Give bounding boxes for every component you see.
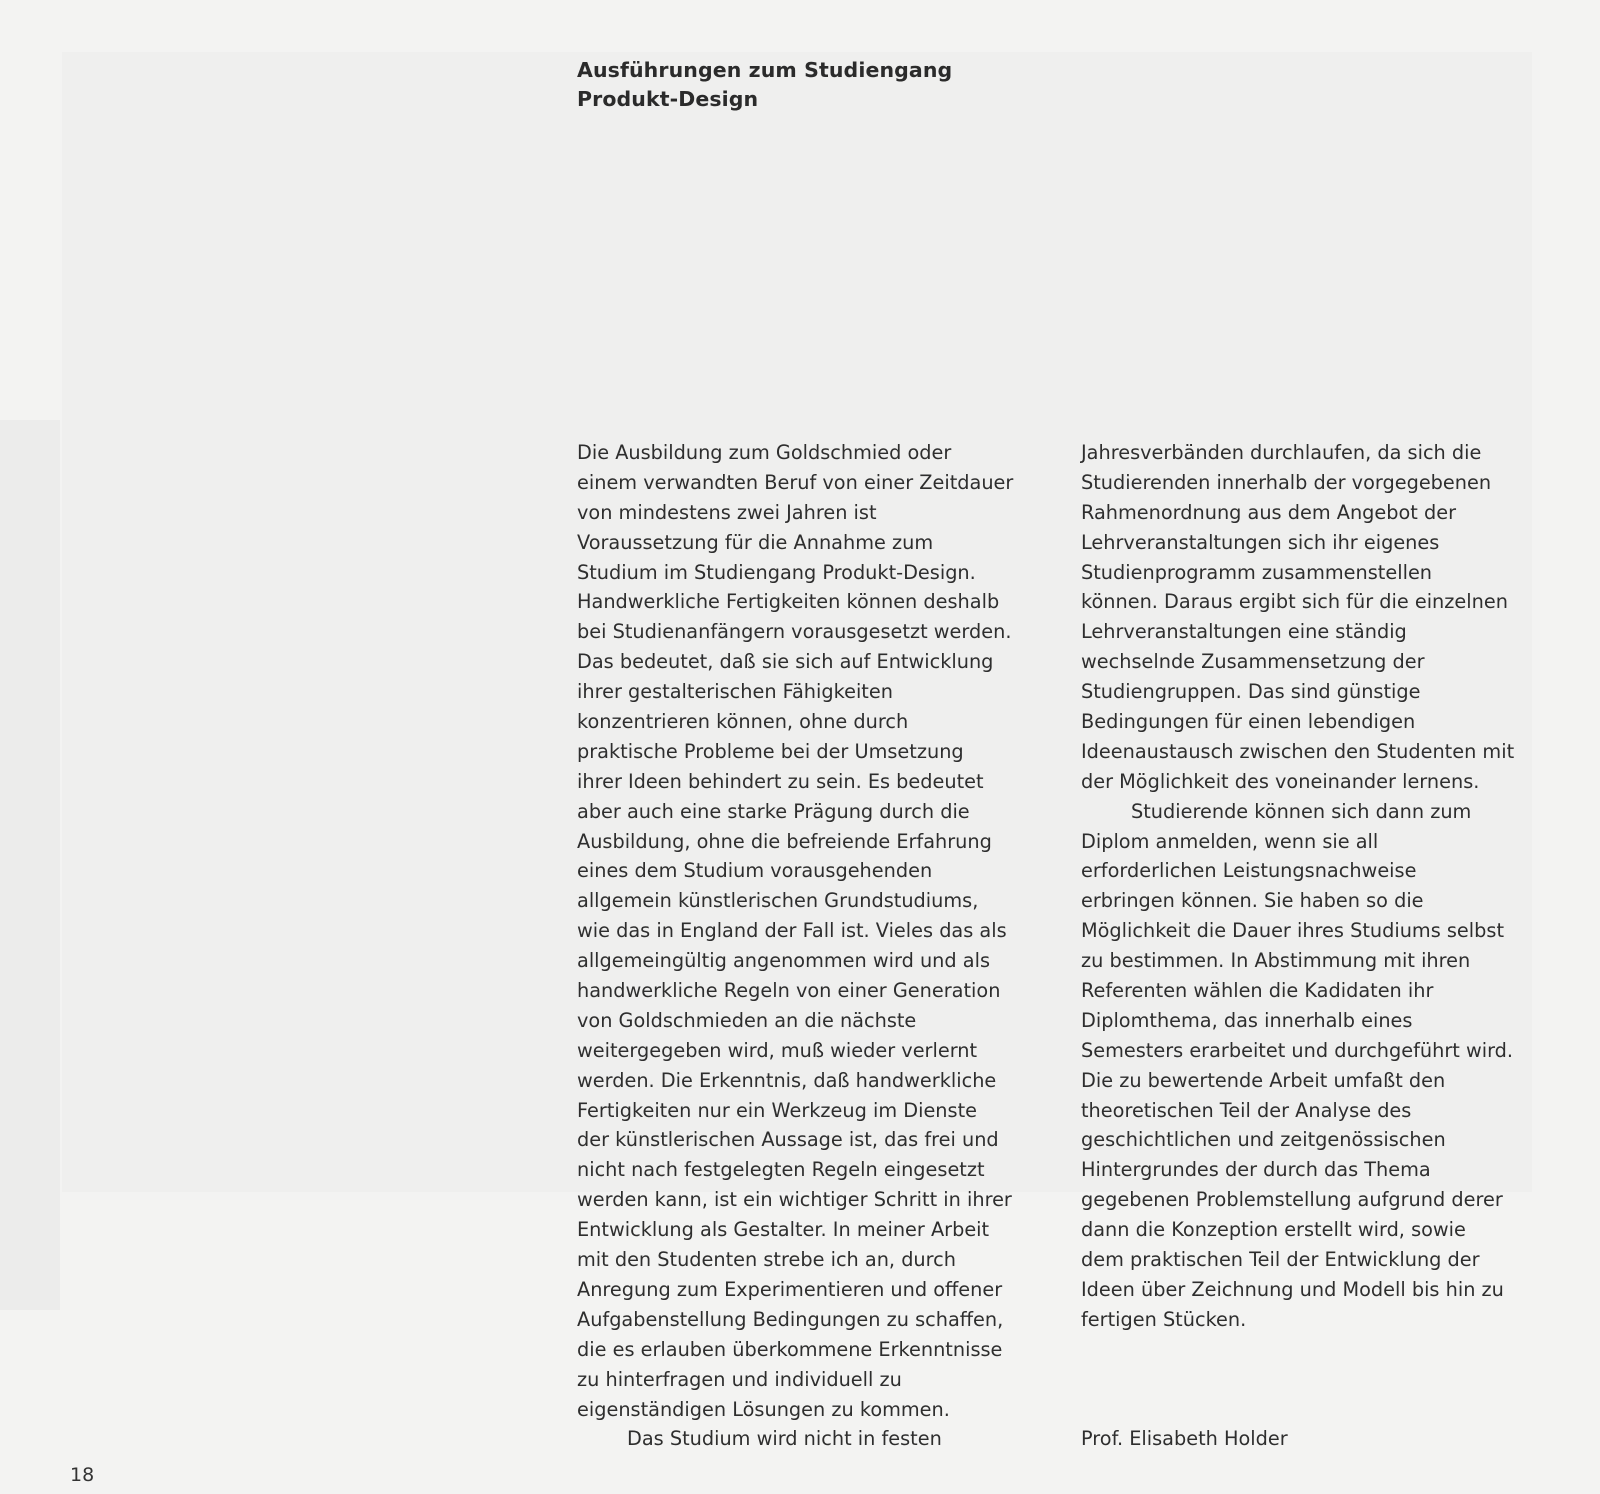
text-line: eines dem Studium vorausgehenden xyxy=(577,859,933,883)
text-line: nicht nach festgelegten Regeln eingesetzt xyxy=(577,1158,985,1182)
text-line: Handwerkliche Fertigkeiten können deshalb xyxy=(577,590,1000,614)
text-line: allgemein künstlerischen Grundstudiums, xyxy=(577,889,979,913)
text-line: handwerkliche Regeln von einer Generation xyxy=(577,979,1001,1003)
text-line: bei Studienanfängern vorausgesetzt werden. xyxy=(577,620,1012,644)
text-line: konzentrieren können, ohne durch xyxy=(577,710,909,734)
text-line: mit den Studenten strebe ich an, durch xyxy=(577,1248,956,1272)
section-heading xyxy=(577,56,952,114)
text-line: wie das in England der Fall ist. Vieles das als xyxy=(577,919,1007,943)
text-line: dann die Konzeption erstellt wird, sowie xyxy=(1081,1218,1466,1242)
text-line: der Möglichkeit des voneinander lernens. xyxy=(1081,769,1480,793)
text-line: Bedingungen für einen lebendigen xyxy=(1081,710,1416,734)
text-line: Studierenden innerhalb der vorgegebenen xyxy=(1081,470,1492,494)
text-line: dem praktischen Teil der Entwicklung der xyxy=(1081,1248,1480,1272)
right-text-column xyxy=(1081,438,1561,1335)
text-line: Studienprogramm zusammenstellen xyxy=(1081,560,1433,584)
text-line: von mindestens zwei Jahren ist xyxy=(577,500,877,524)
text-line: Lehrveranstaltungen sich ihr eigenes xyxy=(1081,530,1440,554)
text-line: aber auch eine starke Prägung durch die xyxy=(577,799,970,823)
text-line: Lehrveranstaltungen eine ständig xyxy=(1081,620,1407,644)
text-line: von Goldschmieden an die nächste xyxy=(577,1008,917,1032)
text-line: Ideenaustausch zwischen den Studenten mit xyxy=(1081,739,1515,763)
text-line: zu hinterfragen und individuell zu xyxy=(577,1367,902,1391)
text-line: eigenständigen Lösungen zu kommen. xyxy=(577,1397,950,1421)
text-line: Die Ausbildung zum Goldschmied oder xyxy=(577,441,952,464)
text-line: Semesters erarbeitet und durchgeführt wird. xyxy=(1081,1038,1514,1062)
text-line: Diplomthema, das innerhalb eines xyxy=(1081,1008,1413,1032)
text-line: Rahmenordnung aus dem Angebot der xyxy=(1081,500,1457,524)
text-line: gegebenen Problemstellung aufgrund derer xyxy=(1081,1188,1503,1212)
text-line: Die zu bewertende Arbeit umfaßt den xyxy=(1081,1068,1446,1092)
text-line: ihrer gestalterischen Fähigkeiten xyxy=(577,680,893,704)
text-line: Voraussetzung für die Annahme zum xyxy=(577,530,934,554)
text-line: werden. Die Erkenntnis, daß handwerkliche xyxy=(577,1068,997,1092)
text-line: Ideen über Zeichnung und Modell bis hin zu xyxy=(1081,1277,1504,1301)
text-line: Referenten wählen die Kadidaten ihr xyxy=(1081,979,1434,1003)
text-line: Das Studium wird nicht in festen xyxy=(627,1427,942,1451)
text-line: Hintergrundes der durch das Thema xyxy=(1081,1158,1431,1182)
show-through-left-strip xyxy=(0,420,60,1310)
text-line: die es erlauben überkommene Erkenntnisse xyxy=(577,1337,1003,1361)
author-signature: Prof. Elisabeth Holder xyxy=(1081,1427,1288,1450)
text-line: wechselnde Zusammensetzung der xyxy=(1081,650,1425,674)
text-line: erbringen können. Sie haben so die xyxy=(1081,889,1424,913)
text-line: Das bedeutet, daß sie sich auf Entwicklung xyxy=(577,650,994,674)
text-line: Diplom anmelden, wenn sie all xyxy=(1081,829,1379,853)
text-line: weitergegeben wird, muß wieder verlernt xyxy=(577,1038,978,1062)
text-line: fertigen Stücken. xyxy=(1081,1307,1247,1331)
text-line: der künstlerischen Aussage ist, das frei und xyxy=(577,1128,999,1152)
text-line: theoretischen Teil der Analyse des xyxy=(1081,1098,1412,1122)
left-text-column xyxy=(577,438,1047,1454)
text-line: werden kann, ist ein wichtiger Schritt in ihrer xyxy=(577,1188,1012,1212)
text-line: Studiengruppen. Das sind günstige xyxy=(1081,680,1421,704)
text-line: Entwicklung als Gestalter. In meiner Arbeit xyxy=(577,1218,990,1242)
text-line: zu bestimmen. In Abstimmung mit ihren xyxy=(1081,949,1471,973)
text-line: Studium im Studiengang Produkt-Design. xyxy=(577,560,976,584)
text-line: Aufgabenstellung Bedingungen zu schaffen, xyxy=(577,1307,1004,1331)
text-line: praktische Probleme bei der Umsetzung xyxy=(577,739,964,763)
text-line: Anregung zum Experimentieren und offener xyxy=(577,1277,1003,1301)
text-line: Fertigkeiten nur ein Werkzeug im Dienste xyxy=(577,1098,977,1122)
text-line: einem verwandten Beruf von einer Zeitdauer xyxy=(577,470,1014,494)
text-line: Jahresverbänden durchlaufen, da sich die xyxy=(1081,441,1482,464)
text-line: Möglichkeit die Dauer ihres Studiums selbst xyxy=(1081,919,1505,943)
text-line: erforderlichen Leistungsnachweise xyxy=(1081,859,1417,883)
text-line: geschichtlichen und zeitgenössischen xyxy=(1081,1128,1446,1152)
heading-line-2: Produkt-Design xyxy=(577,87,759,111)
page-number: 18 xyxy=(70,1464,95,1486)
text-line: Ausbildung, ohne die befreiende Erfahrung xyxy=(577,829,992,853)
text-line: allgemeingültig angenommen wird und als xyxy=(577,949,990,973)
heading-line-1: Ausführungen zum Studiengang xyxy=(577,58,953,82)
text-line: können. Daraus ergibt sich für die einzelnen xyxy=(1081,590,1508,614)
text-line: ihrer Ideen behindert zu sein. Es bedeutet xyxy=(577,769,984,793)
text-line: Studierende können sich dann zum xyxy=(1131,799,1472,823)
